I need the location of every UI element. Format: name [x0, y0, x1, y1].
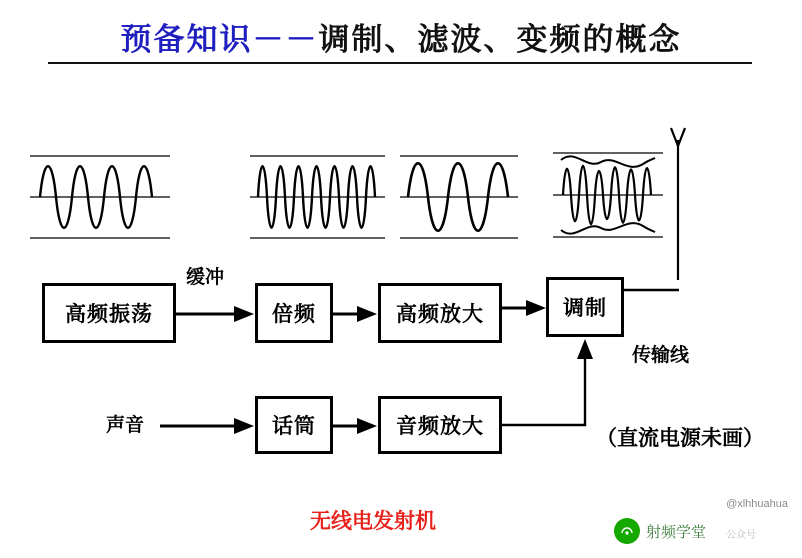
page-title-main: 调制、滤波、变频的概念 — [318, 22, 682, 57]
block-label: 音频放大 — [396, 414, 484, 438]
arrow-audio-amp-to-modulator — [500, 337, 600, 431]
antenna-icon — [655, 120, 701, 285]
watermark-handle: @xlhhuahua — [726, 498, 788, 510]
block-label: 话筒 — [272, 414, 316, 438]
waveform-oscillator — [30, 150, 170, 245]
arrow-microphone-to-audio-amp — [333, 415, 379, 437]
label-sound: 声音 — [106, 415, 145, 436]
block-microphone[interactable] — [255, 396, 333, 454]
arrow-multiplier-to-hf-amp — [333, 303, 379, 325]
arrow-osc-to-multiplier — [176, 303, 256, 325]
label-feedline: 传输线 — [632, 345, 690, 366]
watermark-logo-icon — [614, 518, 640, 544]
page-title-accent: 预备知识－－ — [120, 22, 319, 57]
block-label: 高频振荡 — [65, 302, 153, 326]
feedline-modulator-to-antenna — [624, 280, 684, 300]
block-label: 高频放大 — [396, 302, 484, 326]
block-high-frequency-amplifier[interactable] — [378, 283, 502, 343]
block-high-frequency-oscillator[interactable] — [42, 283, 176, 343]
block-modulator[interactable] — [546, 277, 624, 337]
waveform-modulated — [553, 140, 663, 250]
arrow-sound-to-microphone — [160, 415, 256, 437]
watermark-name: 射频学堂 — [646, 524, 707, 541]
block-label: 调制 — [563, 296, 607, 320]
block-frequency-multiplier[interactable] — [255, 283, 333, 343]
label-dc-note: （直流电源未画） — [596, 426, 764, 450]
page-title — [0, 14, 802, 59]
block-audio-amplifier[interactable] — [378, 396, 502, 454]
label-buffer: 缓冲 — [186, 267, 225, 288]
waveform-hf-amplifier — [400, 150, 518, 245]
arrow-hf-amp-to-modulator — [502, 297, 548, 319]
watermark — [608, 498, 794, 552]
block-label: 倍频 — [272, 302, 316, 326]
figure-caption: 无线电发射机 — [310, 509, 436, 533]
title-underline — [48, 62, 752, 64]
watermark-sub: 公众号 — [726, 530, 756, 541]
waveform-multiplier — [250, 150, 385, 245]
